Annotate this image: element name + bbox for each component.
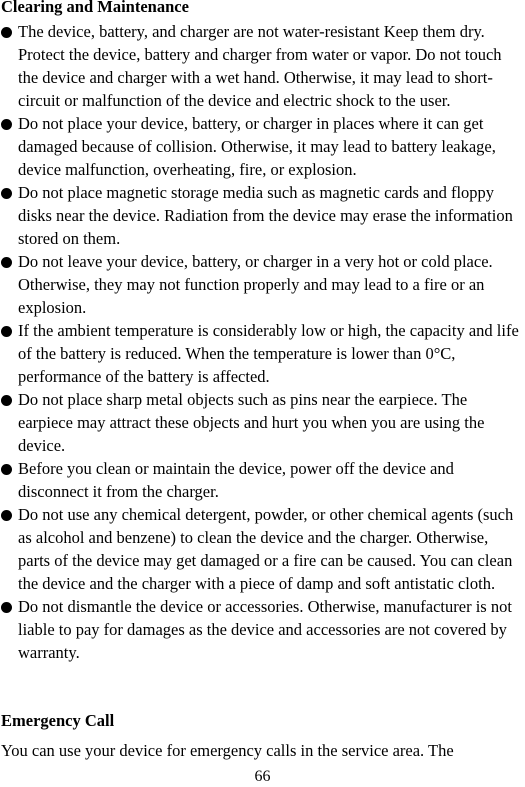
- bullet-item: [0, 20, 525, 112]
- bullet-dot-icon: [1, 326, 12, 337]
- bullet-item: [0, 595, 525, 664]
- bullet-dot-icon: [1, 27, 12, 38]
- bullet-item: [0, 112, 525, 181]
- bullet-dot-icon: [1, 119, 12, 130]
- bullet-dot-icon: [1, 188, 12, 199]
- bullet-item: [0, 181, 525, 250]
- section-heading-clearing-maintenance: Clearing and Maintenance: [1, 0, 189, 16]
- bullet-item: [0, 457, 525, 503]
- section-heading-emergency-call: Emergency Call: [1, 711, 115, 730]
- bullet-item: [0, 388, 525, 457]
- bullet-dot-icon: [1, 602, 12, 613]
- bullet-dot-icon: [1, 395, 12, 406]
- bullet-item: [0, 319, 525, 388]
- bullet-text: Before you clean or maintain the device, power off the device and disconnect it from the charger.: [18, 459, 454, 501]
- bullet-text: Do not place your device, battery, or charger in places where it can get damaged because of collision. Otherwise, it may lead to battery leakage, device malfunction, overheating, fire, or explosion.: [18, 114, 496, 179]
- bullet-dot-icon: [1, 464, 12, 475]
- bullet-text: Do not leave your device, battery, or charger in a very hot or cold place. Otherwise, they may not function properly and may lead to a fire or an explosion.: [18, 252, 493, 317]
- bullet-dot-icon: [1, 510, 12, 521]
- bullet-text: Do not use any chemical detergent, powder, or other chemical agents (such as alcohol and benzene) to clean the device and the charger. Otherwise, parts of the device may get damaged or a fire can be caused. You can clean the device and the charger with a piece of damp and soft antistatic cloth.: [18, 505, 514, 593]
- bullet-text: If the ambient temperature is considerably low or high, the capacity and life of the battery is reduced. When the temperature is lower than 0°C, performance of the battery is affected.: [18, 321, 519, 386]
- bullet-item: [0, 503, 525, 595]
- bullet-dot-icon: [1, 257, 12, 268]
- emergency-call-paragraph: You can use your device for emergency calls in the service area. The: [1, 741, 454, 760]
- bullet-text: Do not place sharp metal objects such as pins near the earpiece. The earpiece may attract these objects and hurt you when you are using the device.: [18, 390, 485, 455]
- bullet-text: The device, battery, and charger are not water-resistant Keep them dry. Protect the device, battery and charger from water or vapor. Do not touch the device and charger with a wet hand. Otherwise, it may lead to short-circuit or malfunction of the device and electric shock to the user.: [18, 22, 502, 110]
- bullet-text: Do not dismantle the device or accessories. Otherwise, manufacturer is not liable to pay for damages as the device and accessories are not covered by warranty.: [18, 597, 512, 662]
- bullet-text: Do not place magnetic storage media such as magnetic cards and floppy disks near the device. Radiation from the device may erase the information stored on them.: [18, 183, 513, 248]
- page-number: 66: [254, 768, 271, 785]
- maintenance-bullet-list: [0, 20, 525, 664]
- bullet-item: [0, 250, 525, 319]
